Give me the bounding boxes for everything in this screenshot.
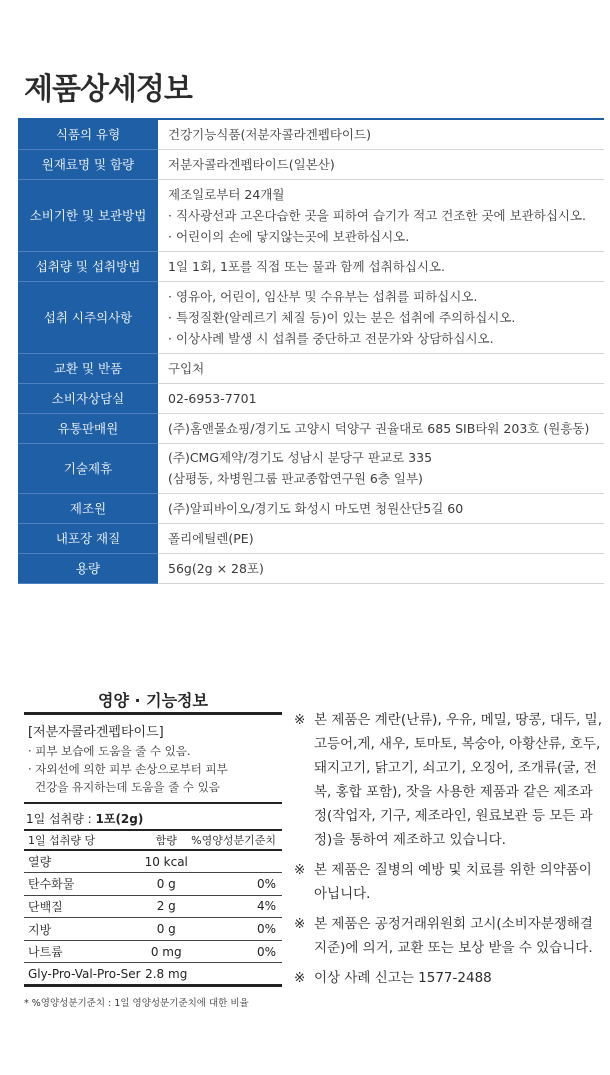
function-line: · 자외선에 의한 피부 손상으로부터 피부 (28, 762, 228, 776)
info-label: 식품의 유형 (18, 119, 158, 149)
info-row (18, 149, 604, 179)
info-value-line: 56g(2g × 28포) (168, 560, 264, 576)
info-value-line: 폴리에틸렌(PE) (168, 530, 254, 546)
info-value (158, 413, 604, 443)
header-amount: 함량 (144, 830, 189, 850)
info-value (158, 179, 604, 251)
nutrient-row (24, 940, 282, 963)
nutrient-amount: 0 g (144, 873, 189, 896)
nutrition-product-name: [저분자콜라겐펩타이드] (28, 725, 164, 740)
info-value-line: · 영유아, 어린이, 임산부 및 수유부는 섭취를 피하십시오. (168, 288, 478, 304)
info-value (158, 383, 604, 413)
info-value (158, 353, 604, 383)
note-item (294, 708, 604, 852)
info-label: 내포장 재질 (18, 523, 158, 553)
info-value-line: 건강기능식품(저분자콜라겐펩타이드) (168, 126, 371, 142)
reference-mark-icon: ※ (294, 916, 306, 932)
info-label: 소비기한 및 보관방법 (18, 179, 158, 251)
info-value (158, 251, 604, 281)
nutrient-percent: 4% (189, 895, 282, 918)
nutrition-panel (24, 712, 282, 1009)
info-value-line: 02-6953-7701 (168, 390, 257, 406)
info-value (158, 443, 604, 493)
serving-value: 1포(2g) (95, 812, 144, 826)
note-text: 이상 사례 신고는 1577-2488 (314, 970, 492, 986)
precaution-notes (294, 708, 604, 996)
info-value-line: · 어린이의 손에 닿지않는곳에 보관하십시오. (168, 228, 410, 244)
nutrition-functions (24, 742, 282, 804)
note-item (294, 858, 604, 906)
nutrient-amount: 0 g (144, 918, 189, 941)
nutrient-percent: 0% (189, 918, 282, 941)
info-label: 유통판매원 (18, 413, 158, 443)
info-value (158, 553, 604, 583)
note-text: 본 제품은 계란(난류), 우유, 메밀, 땅콩, 대두, 밀, 고등어,게, 새우, 토마토, 복숭아, 아황산류, 호두, 돼지고기, 닭고기, 쇠고기, 오징어, 조개류(굴, 전복, 홍합 포함), 잣을 사용한 제품과 같은 제조과정(작업자, 기구, 제조라인, 원료보관 등 모든 과정)을 통하여 제조하고 있습니다. (314, 712, 603, 848)
info-label: 용량 (18, 553, 158, 583)
info-row (18, 383, 604, 413)
info-row (18, 353, 604, 383)
info-row (18, 179, 604, 251)
header-per-serving: 1일 섭취량 당 (24, 830, 144, 850)
nutrient-amount: 2.8 mg (144, 963, 189, 986)
reference-mark-icon: ※ (294, 970, 306, 986)
nutrient-percent (189, 850, 282, 873)
info-value-line: 구입처 (168, 360, 205, 376)
nutrient-amount: 10 kcal (144, 850, 189, 873)
info-value (158, 281, 604, 353)
info-value-line: 제조일로부터 24개월 (168, 186, 285, 202)
nutrient-row (24, 963, 282, 986)
info-row (18, 443, 604, 493)
note-item (294, 966, 604, 990)
info-label: 원재료명 및 함량 (18, 149, 158, 179)
note-text: 본 제품은 질병의 예방 및 치료를 위한 의약품이 아닙니다. (314, 862, 592, 902)
nutrient-name: 단백질 (24, 895, 144, 918)
note-item (294, 912, 604, 960)
info-value-line: · 직사광선과 고온다습한 곳을 피하여 습기가 적고 건조한 곳에 보관하십시오. (168, 207, 587, 223)
info-value-line: · 특정질환(알레르기 체질 등)이 있는 분은 섭취에 주의하십시오. (168, 309, 516, 325)
info-value-line: (주)CMG제약/경기도 성남시 분당구 판교로 335 (168, 450, 433, 465)
info-value-line: (삼평동, 차병원그룹 판교종합연구원 6층 일부) (168, 471, 423, 486)
info-value (158, 493, 604, 523)
function-line: · 피부 보습에 도움을 줄 수 있음. (28, 744, 191, 758)
nutrient-name: 열량 (24, 850, 144, 873)
info-row (18, 281, 604, 353)
info-value-line: (주)홈앤몰쇼핑/경기도 고양시 덕양구 권율대로 685 SIB타워 203호 (원흥동) (168, 420, 590, 436)
nutrient-name: 지방 (24, 918, 144, 941)
nutrient-percent: 0% (189, 873, 282, 896)
reference-mark-icon: ※ (294, 862, 306, 878)
info-row (18, 553, 604, 583)
serving-prefix: 1일 섭취량 : (26, 812, 96, 826)
info-row (18, 413, 604, 443)
note-text: 본 제품은 공정거래위원회 고시(소비자분쟁해결지준)에 의거, 교환 또는 보상 받을 수 있습니다. (314, 916, 593, 956)
nutrient-name: 탄수화물 (24, 873, 144, 896)
serving-size (24, 804, 282, 829)
info-row (18, 119, 604, 149)
info-label: 소비자상담실 (18, 383, 158, 413)
info-label: 제조원 (18, 493, 158, 523)
nutrient-amount: 2 g (144, 895, 189, 918)
info-row (18, 251, 604, 281)
info-row (18, 523, 604, 553)
info-value (158, 119, 604, 149)
info-row (18, 493, 604, 523)
product-info-table (18, 118, 604, 584)
nutrient-percent: 0% (189, 940, 282, 963)
nutrient-name: Gly-Pro-Val-Pro-Ser (24, 963, 144, 986)
info-value-line: · 이상사례 발생 시 섭취를 중단하고 전문가와 상담하십시오. (168, 330, 494, 346)
nutrient-amount: 0 mg (144, 940, 189, 963)
nutrition-header-row (24, 830, 282, 850)
header-daily-value: %영양성분기준치 (189, 830, 282, 850)
nutrient-row (24, 850, 282, 873)
nutrient-percent (189, 963, 282, 986)
nutrient-row (24, 918, 282, 941)
nutrition-footnote: * %영양성분기준치 : 1일 영양성분기준치에 대한 비율 (24, 998, 249, 1010)
reference-mark-icon: ※ (294, 712, 306, 728)
info-label: 섭취 시주의사항 (18, 281, 158, 353)
info-label: 섭취량 및 섭취방법 (18, 251, 158, 281)
info-value-line: 저분자콜라겐펩타이드(일본산) (168, 156, 335, 172)
info-label: 교환 및 반품 (18, 353, 158, 383)
info-label: 기술제휴 (18, 443, 158, 493)
nutrient-name: 나트륨 (24, 940, 144, 963)
nutrient-row (24, 895, 282, 918)
nutrition-table (24, 829, 282, 987)
nutrient-row (24, 873, 282, 896)
info-value (158, 523, 604, 553)
function-line: 건강을 유지하는데 도움을 줄 수 있음 (35, 780, 220, 794)
info-value-line: (주)알피바이오/경기도 화성시 마도면 청원산단5길 60 (168, 500, 464, 516)
nutrition-title: 영양 · 기능정보 (98, 691, 208, 710)
info-value (158, 149, 604, 179)
page-title: 제품상세정보 (24, 72, 192, 107)
info-value-line: 1일 1회, 1포를 직접 또는 물과 함께 섭취하십시오. (168, 258, 445, 274)
